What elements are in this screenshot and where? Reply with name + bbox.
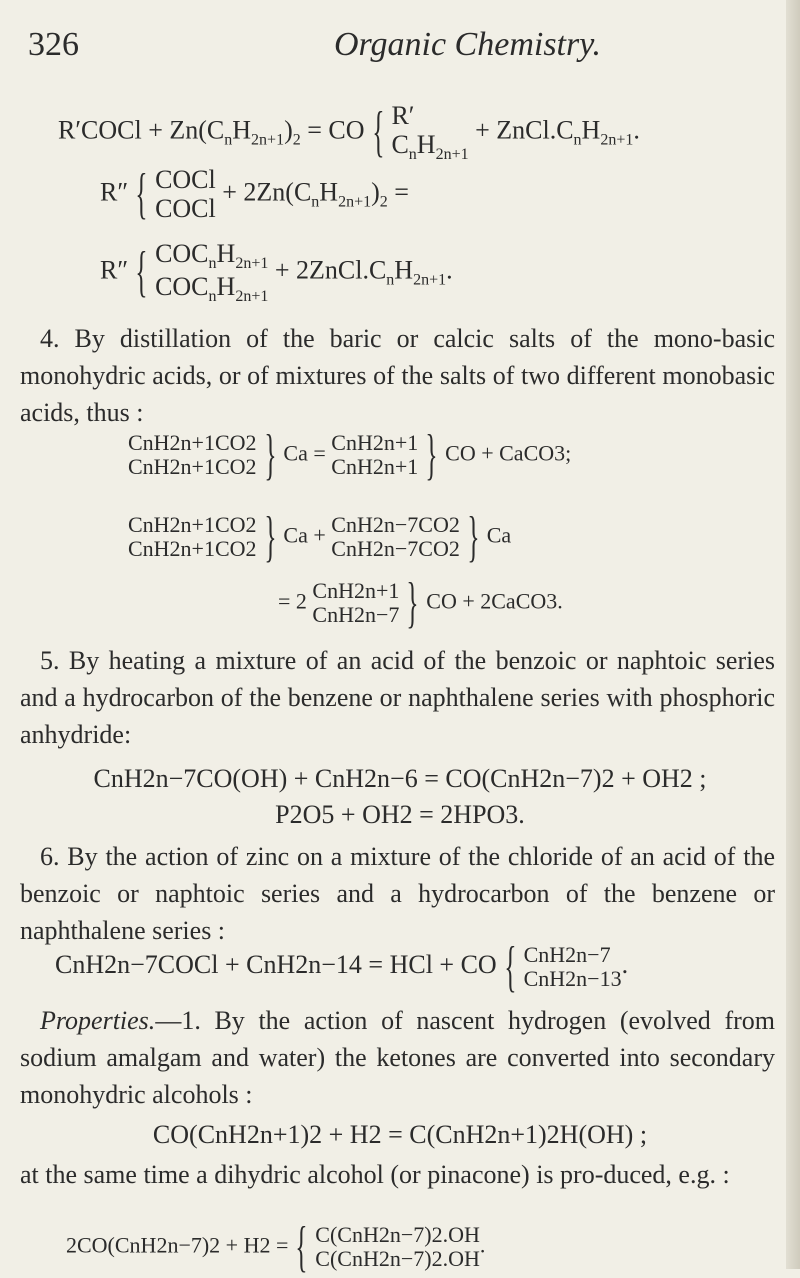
paragraph-6: 6. By the action of zinc on a mixture of the chloride of an acid of the benzoic or naphtoic series and a hydrocarbon of the benzene or naphthalene series :: [20, 842, 775, 945]
equation-1: R′COCl + $Zn(C_nH_{2n+1})_2$ = CO { R′ $C_nH_{2n+1}$ + $ZnCl.C_nH_{2n+1}$.: [58, 101, 640, 164]
equation-5a: CnH2n−7CO(OH) + CnH2n−6 = CO(CnH2n−7)2 + OH2 ;: [93, 764, 707, 793]
equation-6: CnH2n−7COCl + CnH2n−14 = HCl + CO { CnH2n−7 CnH2n−13 .: [55, 936, 629, 998]
equation-2: R″ { COCl COCl + $2Zn(C_nH_{2n+1})_2$ =: [100, 163, 409, 226]
page-header: [18, 24, 770, 74]
paragraph-5: 5. By heating a mixture of an acid of the benzoic or naphtoic series and a hydrocarbon of the benzene or naphthalene series with phosphoric anhydride:: [20, 646, 775, 749]
paragraph-properties: [20, 1002, 775, 1113]
paragraph-8: at the same time a dihydric alcohol (or pinacone) is pro-duced, e.g. :: [20, 1160, 730, 1189]
equation-calcic-2: CnH2n+1CO2 CnH2n+1CO2 } Ca + CnH2n−7CO2 CnH2n−7CO2 } Ca: [128, 506, 512, 568]
equation-calcic-1: CnH2n+1CO2 CnH2n+1CO2 } Ca = CnH2n+1 CnH2n+1 } CO + CaCO3;: [128, 424, 572, 486]
equation-5b: P2O5 + OH2 = 2HPO3.: [275, 800, 525, 829]
page-number: 326: [28, 26, 79, 63]
page-edge: [786, 0, 800, 1269]
equation-3: R″ { $COC_nH_{2n+1}$ $COC_nH_{2n+1}$ + $2ZnCl.C_nH_{2n+1}$.: [100, 239, 453, 305]
equation-calcic-3: = 2 CnH2n+1 CnH2n−7 } CO + 2CaCO3.: [278, 572, 563, 634]
equation-8: 2CO(CnH2n−7)2 + H2 = { C(CnH2n−7)2.OH C(CnH2n−7)2.OH .: [66, 1216, 486, 1278]
properties-label: Properties.: [40, 1006, 156, 1035]
equation-7: CO(CnH2n+1)2 + H2 = C(CnH2n+1)2H(OH) ;: [152, 1120, 648, 1149]
properties-text: —1. By the action of nascent hydrogen (evolved from sodium amalgam and water) the ketones are converted into secondary monohydric alcohols :: [20, 1006, 775, 1109]
running-title: Organic Chemistry.: [334, 26, 601, 63]
paragraph-4: 4. By distillation of the baric or calcic salts of the mono-basic monohydric acids, or of mixtures of the salts of two different monobasic acids, thus :: [20, 324, 775, 427]
